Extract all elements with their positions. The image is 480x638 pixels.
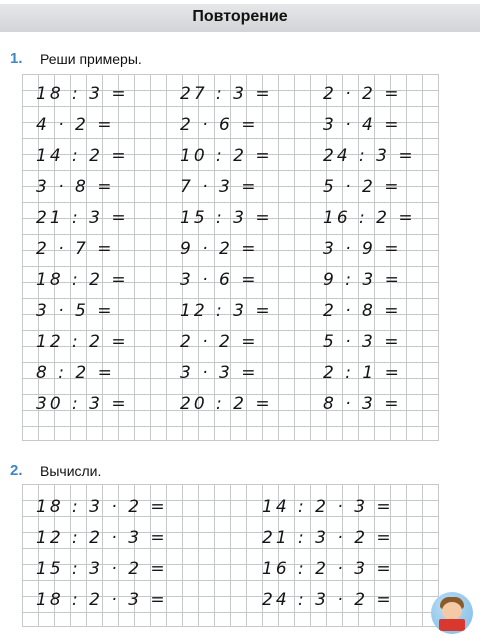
task2-exercise: 24 : 3 · 2 = bbox=[262, 590, 394, 610]
task2-exercise: 21 : 3 · 2 = bbox=[262, 528, 394, 548]
task2-exercise: 16 : 2 · 3 = bbox=[262, 559, 394, 579]
task1-exercise: 2 · 7 = bbox=[36, 239, 115, 259]
task1-exercise: 12 : 2 = bbox=[36, 332, 129, 352]
task1-exercise: 2 · 8 = bbox=[323, 301, 402, 321]
task1-exercise: 10 : 2 = bbox=[180, 146, 273, 166]
task1-exercise: 3 · 5 = bbox=[36, 301, 115, 321]
task1-exercise: 8 : 2 = bbox=[36, 363, 115, 383]
task1-exercise: 16 : 2 = bbox=[323, 208, 416, 228]
task1-exercise: 9 · 2 = bbox=[180, 239, 259, 259]
task1-exercise: 2 · 2 = bbox=[180, 332, 259, 352]
page-title: Повторение bbox=[192, 8, 288, 25]
task1-exercise: 7 · 3 = bbox=[180, 177, 259, 197]
task2-exercise: 15 : 3 · 2 = bbox=[36, 559, 168, 579]
task2-exercise: 18 : 3 · 2 = bbox=[36, 497, 168, 517]
task1-exercise: 18 : 2 = bbox=[36, 270, 129, 290]
task1-exercise: 2 : 1 = bbox=[323, 363, 402, 383]
task1-exercise: 3 · 3 = bbox=[180, 363, 259, 383]
task2-exercise: 12 : 2 · 3 = bbox=[36, 528, 168, 548]
task1-exercise: 5 · 3 = bbox=[323, 332, 402, 352]
task1-text: Реши примеры. bbox=[40, 51, 142, 67]
task2-number: 2. bbox=[10, 462, 23, 479]
task1-exercise: 30 : 3 = bbox=[36, 394, 129, 414]
task1-exercise: 3 · 6 = bbox=[180, 270, 259, 290]
mascot-logo bbox=[431, 592, 473, 634]
task1-exercise: 12 : 3 = bbox=[180, 301, 273, 321]
task1-exercise: 3 · 4 = bbox=[323, 115, 402, 135]
task2-exercise: 18 : 2 · 3 = bbox=[36, 590, 168, 610]
task2-exercise: 14 : 2 · 3 = bbox=[262, 497, 394, 517]
task1-exercise: 8 · 3 = bbox=[323, 394, 402, 414]
task1-exercise: 3 · 8 = bbox=[36, 177, 115, 197]
task1-exercise: 27 : 3 = bbox=[180, 84, 273, 104]
task1-exercise: 2 · 6 = bbox=[180, 115, 259, 135]
task1-exercise: 2 · 2 = bbox=[323, 84, 402, 104]
task1-exercise: 9 : 3 = bbox=[323, 270, 402, 290]
task1-exercise: 24 : 3 = bbox=[323, 146, 416, 166]
task1-number: 1. bbox=[10, 50, 23, 67]
task1-exercise: 18 : 3 = bbox=[36, 84, 129, 104]
task1-exercise: 15 : 3 = bbox=[180, 208, 273, 228]
task1-exercise: 14 : 2 = bbox=[36, 146, 129, 166]
task1-exercise: 20 : 2 = bbox=[180, 394, 273, 414]
task1-exercise: 4 · 2 = bbox=[36, 115, 115, 135]
task2-text: Вычисли. bbox=[40, 463, 102, 479]
task1-exercise: 21 : 3 = bbox=[36, 208, 129, 228]
task1-exercise: 3 · 9 = bbox=[323, 239, 402, 259]
task1-exercise: 5 · 2 = bbox=[323, 177, 402, 197]
